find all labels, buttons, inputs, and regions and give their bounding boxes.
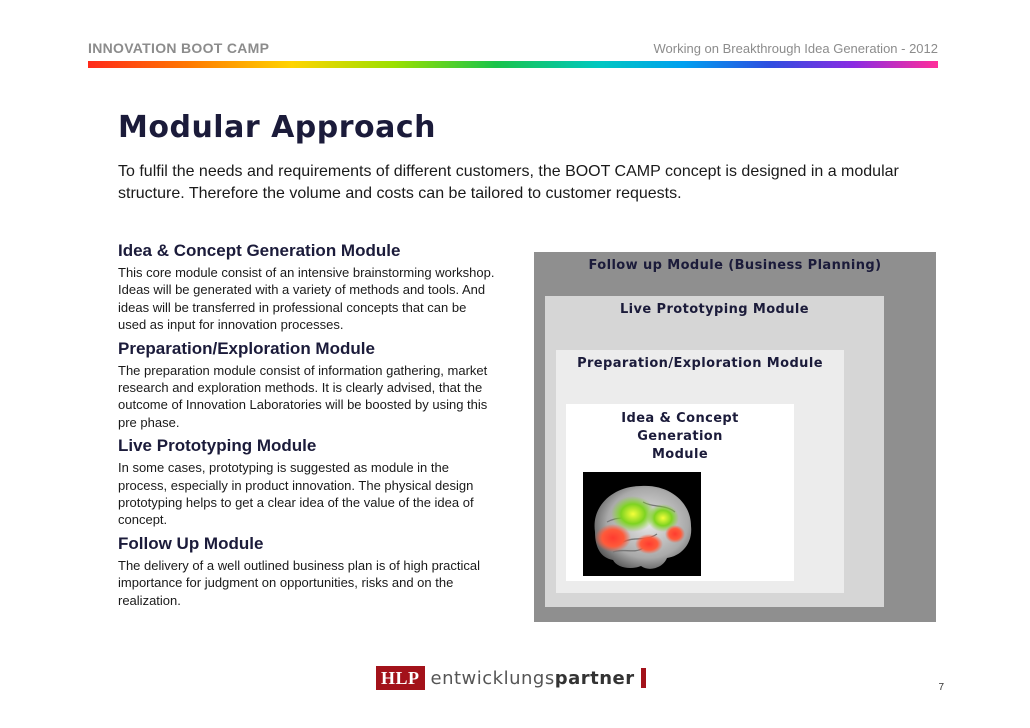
logo-word-regular: entwicklungs (430, 667, 555, 689)
module-heading-idea: Idea & Concept Generation Module (118, 241, 401, 260)
header-left: INNOVATION BOOT CAMP (88, 40, 270, 56)
header-right: Working on Breakthrough Idea Generation - 2012 (653, 41, 938, 56)
diagram-label-idea-line-1: Idea & Concept (621, 411, 739, 426)
logo-mark: HLP (376, 666, 425, 690)
page-number: 7 (938, 682, 944, 693)
diagram-label-followup: Follow up Module (Business Planning) (588, 258, 882, 273)
module-body-followup: The delivery of a well outlined business plan is of high practical importance for judgment on opportunities, risks and on the realization. (118, 557, 481, 608)
module-body-preparation: The preparation module consist of information gathering, market research and exploration methods. It is clearly advised, that the outcome of Innovation Laboratories will be boosted by using this pre phase. (118, 362, 488, 430)
page-title: Modular Approach (118, 110, 437, 145)
module-body-idea: This core module consist of an intensive brainstorming workshop. Ideas will be generated with a variety of methods and tools. And ideas will be transferred in professional concepts that can be used as input for innovation processes. (118, 265, 495, 333)
module-heading-prototyping: Live Prototyping Module (118, 436, 317, 456)
logo-word-bold: partner (554, 667, 635, 689)
diagram-label-idea-line-2: Generation (637, 429, 723, 444)
module-heading-followup: Follow Up Module (118, 533, 264, 553)
diagram-label-prototyping: Live Prototyping Module (619, 302, 809, 317)
module-body-prototyping: In some cases, prototyping is suggested as module in the process, especially in product innovation. The physical design prototyping helps to get a clear idea of the value of the idea of concept. (118, 460, 474, 528)
diagram-label-preparation: Preparation/Exploration Module (577, 356, 823, 371)
brain-image (583, 472, 701, 576)
logo-wordmark (431, 668, 635, 689)
module-heading-preparation: Preparation/Exploration Module (118, 338, 375, 358)
footer-logo (376, 666, 646, 690)
logo-bracket-icon (641, 668, 646, 688)
intro-paragraph: To fulfil the needs and requirements of different customers, the BOOT CAMP concept is designed in a modular structure. Therefore the volume and costs can be tailored to customer requests. (118, 163, 899, 202)
rainbow-divider (88, 61, 938, 68)
diagram-label-idea (566, 410, 794, 464)
modules-text (118, 240, 498, 613)
diagram-label-idea-line-3: Module (651, 447, 709, 462)
